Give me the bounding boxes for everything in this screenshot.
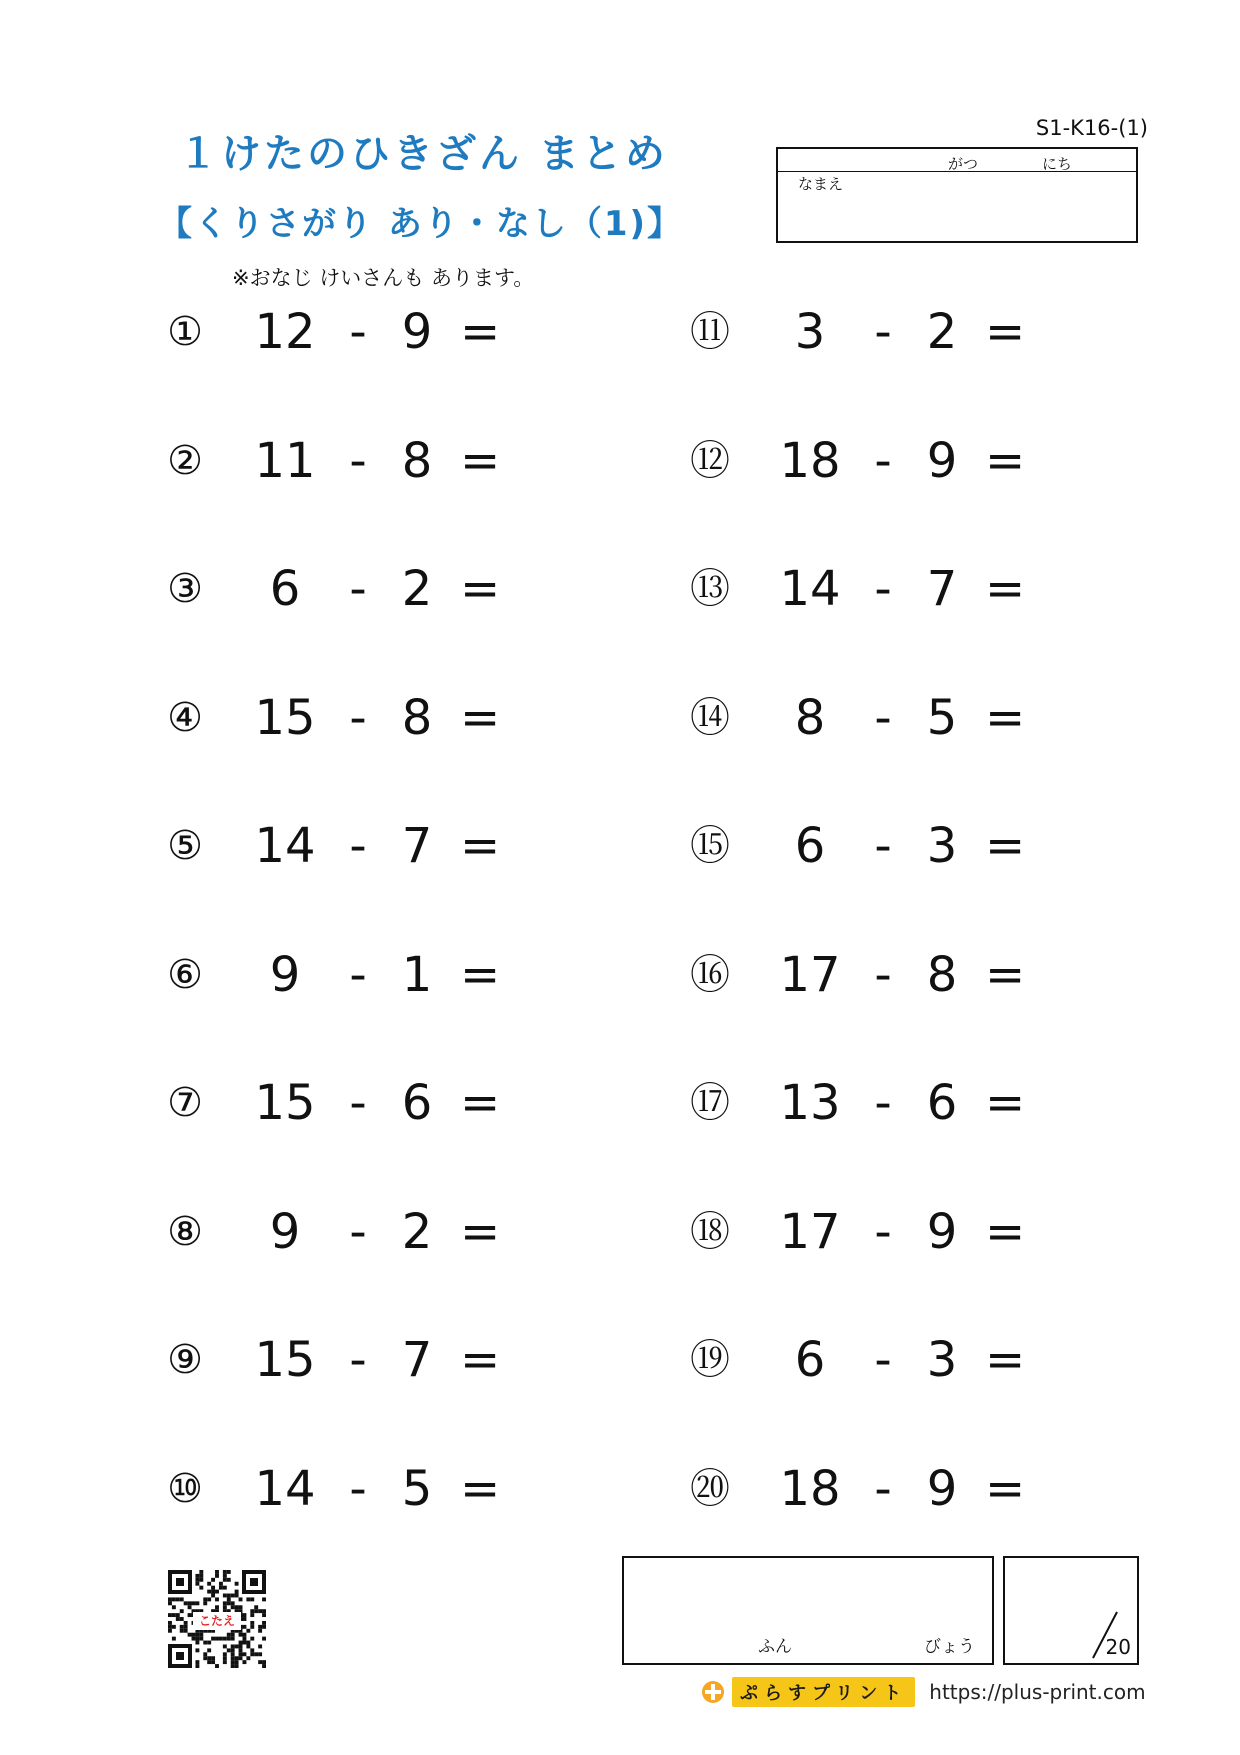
problem-item[interactable] — [160, 1328, 520, 1392]
problem-eq: = — [460, 1460, 501, 1517]
problem-item[interactable] — [160, 1457, 520, 1521]
problem-num: ⑧ — [167, 1208, 203, 1255]
problem-op: - — [349, 689, 367, 746]
minutes-label: ふん — [758, 1637, 792, 1657]
problem-b: 5 — [926, 689, 958, 746]
problem-num: ⑩ — [167, 1465, 203, 1512]
problem-num: ⑦ — [167, 1080, 203, 1126]
problem-op: - — [874, 689, 892, 746]
problem-a: 9 — [269, 946, 301, 1003]
qr-code-icon[interactable] — [166, 1568, 268, 1670]
problem-b: 2 — [401, 1203, 433, 1260]
problem-num: ⑪ — [690, 309, 730, 355]
problem-a: 9 — [269, 1203, 301, 1260]
worksheet-subtitle: 【くりさがり あり・なし（1)】 — [158, 204, 684, 244]
problem-a: 15 — [254, 1075, 316, 1131]
problem-item[interactable] — [685, 1328, 1045, 1392]
problem-item[interactable] — [685, 429, 1045, 493]
problem-op: - — [349, 1203, 367, 1260]
time-box[interactable] — [622, 1556, 994, 1665]
problem-b: 3 — [926, 818, 958, 874]
problem-eq: = — [460, 818, 501, 874]
problem-b: 8 — [401, 689, 433, 746]
problem-b: 6 — [926, 1075, 958, 1131]
problem-item[interactable] — [685, 557, 1045, 621]
problem-op: - — [349, 1460, 367, 1517]
problem-b: 5 — [401, 1460, 433, 1517]
problem-item[interactable] — [685, 1071, 1045, 1135]
problem-b: 9 — [926, 432, 958, 489]
worksheet-note: ※おなじ けいさんも あります。 — [232, 266, 535, 290]
problem-num: ⑱ — [690, 1208, 730, 1255]
problem-eq: = — [985, 946, 1026, 1003]
score-box[interactable] — [1003, 1556, 1139, 1665]
problem-eq: = — [460, 689, 501, 746]
problem-b: 8 — [926, 946, 958, 1003]
problem-b: 2 — [401, 561, 433, 617]
problem-b: 3 — [926, 1332, 958, 1388]
problem-eq: = — [985, 304, 1026, 360]
score-total: 20 — [1105, 1635, 1131, 1659]
problem-num: ⑲ — [690, 1337, 730, 1383]
problem-a: 6 — [794, 818, 826, 874]
problem-item[interactable] — [685, 814, 1045, 878]
problem-b: 7 — [926, 561, 958, 617]
problem-op: - — [349, 946, 367, 1003]
problem-item[interactable] — [685, 1457, 1045, 1521]
day-label: にち — [1042, 155, 1073, 173]
problem-eq: = — [985, 432, 1026, 489]
problem-item[interactable] — [160, 943, 520, 1007]
problem-item[interactable] — [160, 1200, 520, 1264]
problem-num: ② — [167, 437, 203, 484]
problem-num: ⑨ — [167, 1337, 203, 1383]
worksheet-code: S1-K16-(1) — [1035, 116, 1148, 140]
problem-num: ⑳ — [690, 1465, 730, 1512]
problem-b: 1 — [401, 946, 433, 1003]
problem-item[interactable] — [160, 557, 520, 621]
problem-num: ⑬ — [690, 566, 730, 612]
problem-item[interactable] — [685, 686, 1045, 750]
problem-eq: = — [985, 1332, 1026, 1388]
problem-op: - — [349, 1075, 367, 1131]
problem-eq: = — [460, 304, 501, 360]
problem-a: 15 — [254, 1332, 316, 1388]
problem-a: 13 — [779, 1075, 841, 1131]
problem-a: 15 — [254, 689, 316, 746]
problem-eq: = — [460, 1203, 501, 1260]
problem-num: ③ — [167, 566, 203, 612]
problem-item[interactable] — [685, 943, 1045, 1007]
problem-b: 6 — [401, 1075, 433, 1131]
problem-b: 7 — [401, 818, 433, 874]
problem-op: - — [874, 818, 892, 874]
problem-eq: = — [460, 561, 501, 617]
problem-item[interactable] — [685, 300, 1045, 364]
brand-url[interactable]: https://plus-print.com — [929, 1680, 1146, 1704]
problem-b: 9 — [401, 304, 433, 360]
problem-num: ⑤ — [167, 823, 203, 869]
problem-op: - — [874, 561, 892, 617]
problem-op: - — [874, 946, 892, 1003]
problem-a: 18 — [779, 1460, 841, 1517]
problem-op: - — [349, 432, 367, 489]
problem-eq: = — [460, 432, 501, 489]
problem-eq: = — [460, 1075, 501, 1131]
problem-item[interactable] — [160, 429, 520, 493]
problem-op: - — [349, 1332, 367, 1388]
problem-eq: = — [985, 561, 1026, 617]
month-label: がつ — [948, 155, 979, 173]
problem-eq: = — [460, 946, 501, 1003]
problem-eq: = — [985, 689, 1026, 746]
worksheet-title: １けたのひきざん まとめ — [178, 131, 668, 177]
problem-b: 7 — [401, 1332, 433, 1388]
seconds-label: びょう — [924, 1637, 975, 1657]
problem-a: 6 — [794, 1332, 826, 1388]
problem-b: 8 — [401, 432, 433, 489]
problem-op: - — [349, 561, 367, 617]
problem-item[interactable] — [160, 1071, 520, 1135]
problem-num: ④ — [167, 694, 203, 741]
problem-a: 17 — [779, 946, 841, 1003]
name-label: なまえ — [798, 175, 844, 193]
problem-op: - — [349, 304, 367, 360]
brand-footer — [700, 1676, 1146, 1708]
problem-a: 14 — [779, 561, 841, 617]
problem-op: - — [874, 1460, 892, 1517]
problem-op: - — [874, 1203, 892, 1260]
problem-a: 17 — [779, 1203, 841, 1260]
qr-answer-label: こたえ — [193, 1612, 241, 1630]
problem-item[interactable] — [685, 1200, 1045, 1264]
problem-op: - — [874, 1332, 892, 1388]
problem-a: 12 — [254, 304, 316, 360]
problem-num: ⑯ — [690, 951, 730, 998]
problem-eq: = — [460, 1332, 501, 1388]
brand-logo-icon — [700, 1679, 726, 1705]
problem-a: 14 — [254, 1460, 316, 1517]
problem-op: - — [874, 304, 892, 360]
problem-num: ⑫ — [690, 437, 730, 484]
problem-item[interactable] — [160, 814, 520, 878]
problem-item[interactable] — [160, 300, 520, 364]
problem-b: 9 — [926, 1203, 958, 1260]
name-date-box[interactable] — [776, 147, 1138, 243]
problem-a: 3 — [794, 304, 826, 360]
problem-a: 8 — [794, 689, 826, 746]
problem-eq: = — [985, 818, 1026, 874]
problem-op: - — [874, 1075, 892, 1131]
problem-a: 14 — [254, 818, 316, 874]
problem-num: ⑥ — [167, 951, 203, 998]
problem-a: 6 — [269, 561, 301, 617]
problem-eq: = — [985, 1075, 1026, 1131]
problem-num: ⑭ — [690, 694, 730, 741]
problem-b: 2 — [926, 304, 958, 360]
problem-eq: = — [985, 1203, 1026, 1260]
brand-name: ぷらすプリント — [732, 1677, 915, 1707]
problem-item[interactable] — [160, 686, 520, 750]
problem-b: 9 — [926, 1460, 958, 1517]
problem-op: - — [874, 432, 892, 489]
problem-num: ⑮ — [690, 823, 730, 869]
problem-op: - — [349, 818, 367, 874]
problem-num: ⑰ — [690, 1080, 730, 1126]
problem-a: 11 — [254, 432, 316, 489]
problem-num: ① — [167, 309, 203, 355]
problem-a: 18 — [779, 432, 841, 489]
problem-eq: = — [985, 1460, 1026, 1517]
